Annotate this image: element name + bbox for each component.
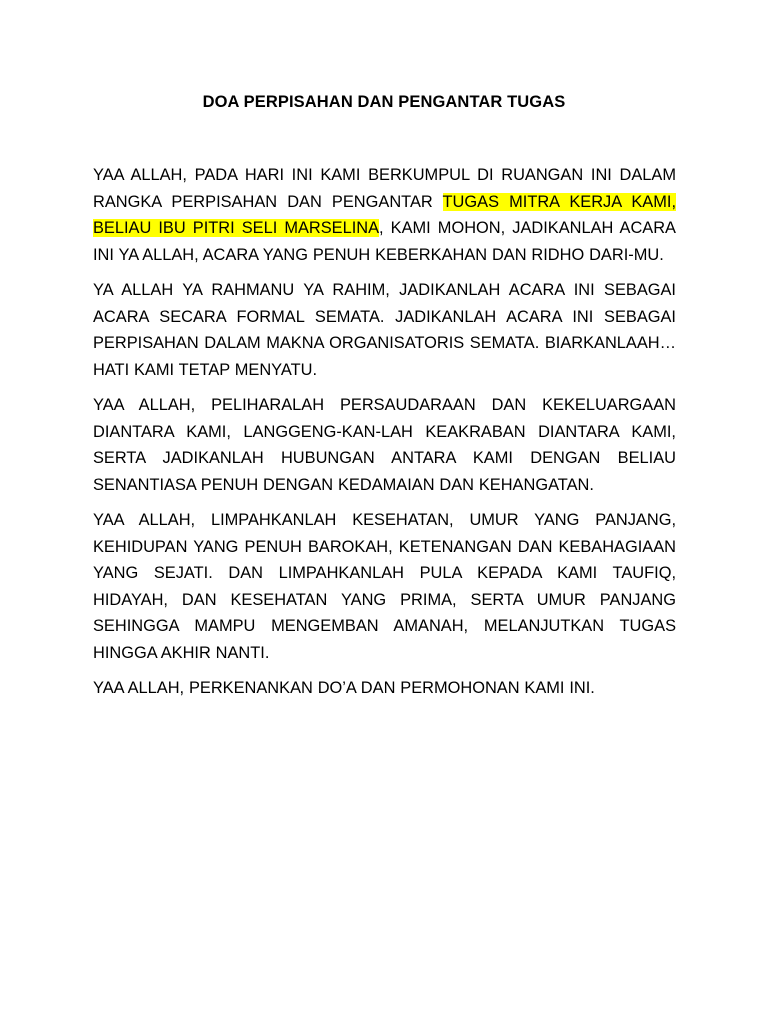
paragraph-1-text-start: YAA ALLAH, PADA HARI INI KAMI BERKUMPUL DI RUANGAN INI DALAM RANGKA PERPISAHAN DAN PENGANTAR xyxy=(93,166,676,211)
paragraph-1-text-end: , KAMI MOHON, JADIKANLAH ACARA INI YA ALLAH, ACARA YANG PENUH KEBERKAHAN DAN RIDHO DARI-MU. xyxy=(93,219,676,264)
paragraph-4: YAA ALLAH, LIMPAHKANLAH KESEHATAN, UMUR YANG PANJANG, KEHIDUPAN YANG PENUH BAROKAH, KETENANGAN DAN KEBAHAGIAAN YANG SEJATI. DAN LIMPAHKANLAH PULA KEPADA KAMI TAUFIQ, HIDAYAH, DAN KESEHATAN YANG PRIMA, SERTA UMUR PANJANG SEHINGGA MAMPU MENGEMBAN AMANAH, MELANJUTKAN TUGAS HINGGA AKHIR NANTI. xyxy=(93,511,676,662)
highlighted-text: TUGAS MITRA KERJA KAMI, BELIAU IBU PITRI SELI MARSELINA xyxy=(93,192,676,237)
document-body xyxy=(93,162,676,711)
paragraph-2: YA ALLAH YA RAHMANU YA RAHIM, JADIKANLAH ACARA INI SEBAGAI ACARA SECARA FORMAL SEMATA. JADIKANLAH ACARA INI SEBAGAI PERPISAHAN DALAM MAKNA ORGANISATORIS SEMATA. BIARKANLAAH… HATI KAMI TETAP MENYATU. xyxy=(93,281,676,379)
paragraph-3: YAA ALLAH, PELIHARALAH PERSAUDARAAN DAN KEKELUARGAAN DIANTARA KAMI, LANGGENG-KAN-LAH KEAKRABAN DIANTARA KAMI, SERTA JADIKANLAH HUBUNGAN ANTARA KAMI DENGAN BELIAU SENANTIASA PENUH DENGAN KEDAMAIAN DAN KEHANGATAN. xyxy=(93,396,676,494)
paragraph-5: YAA ALLAH, PERKENANKAN DO’A DAN PERMOHONAN KAMI INI. xyxy=(93,679,595,697)
document-title: DOA PERPISAHAN DAN PENGANTAR TUGAS xyxy=(202,93,566,111)
paragraph-1 xyxy=(93,162,676,268)
